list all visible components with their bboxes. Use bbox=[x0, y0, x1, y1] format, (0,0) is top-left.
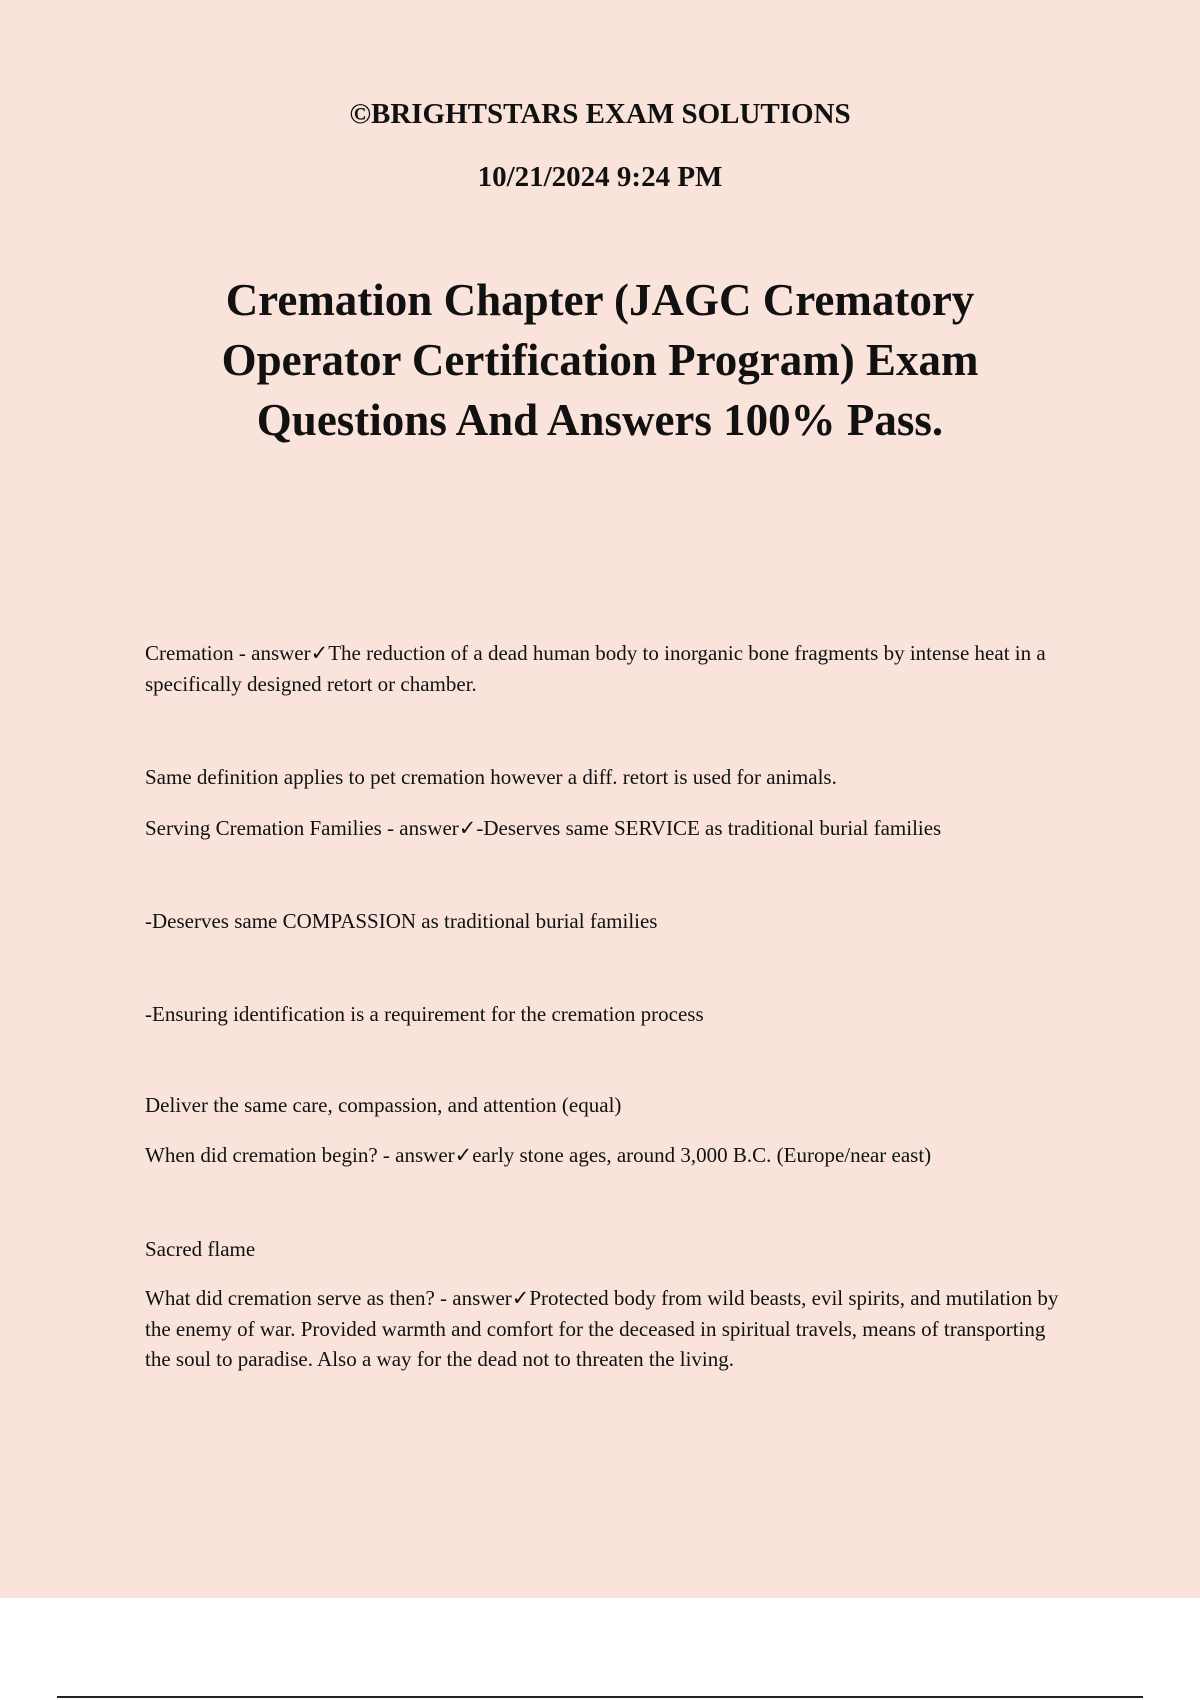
paragraph-compassion: -Deserves same COMPASSION as traditional burial families bbox=[145, 909, 658, 933]
paragraph-equal-care: Deliver the same care, compassion, and attention (equal) bbox=[145, 1093, 622, 1117]
document-datetime: 10/21/2024 9:24 PM bbox=[477, 161, 723, 193]
paragraph-serving-families: Serving Cremation Families - answer✓-Deserves same SERVICE as traditional burial families bbox=[145, 816, 942, 840]
brand-header: ©BRIGHTSTARS EXAM SOLUTIONS bbox=[349, 98, 851, 130]
paragraph-pet-cremation: Same definition applies to pet cremation however a diff. retort is used for animals. bbox=[145, 765, 837, 789]
paragraph-sacred-flame: Sacred flame bbox=[145, 1237, 256, 1261]
document-title: Cremation Chapter (JAGC Crematory Operator Certification Program) Exam Questions And Answers 100% Pass. bbox=[221, 275, 979, 445]
paragraph-identification: -Ensuring identification is a requirement for the cremation process bbox=[145, 1002, 704, 1026]
paragraph-cremation-begin: When did cremation begin? - answer✓early stone ages, around 3,000 B.C. (Europe/near east) bbox=[145, 1143, 932, 1167]
paragraph-cremation-purpose: What did cremation serve as then? - answer✓Protected body from wild beasts, evil spirits, and mutilation by the enemy of war. Provided warmth and comfort for the deceased in spiritual travels, means of transporting the soul to paradise. Also a way for the dead not to threaten the living. bbox=[145, 1286, 1059, 1371]
paragraph-cremation-definition: Cremation - answer✓The reduction of a dead human body to inorganic bone fragments by intense heat in a specifically designed retort or chamber. bbox=[145, 641, 1046, 696]
footer-divider bbox=[57, 1696, 1143, 1698]
